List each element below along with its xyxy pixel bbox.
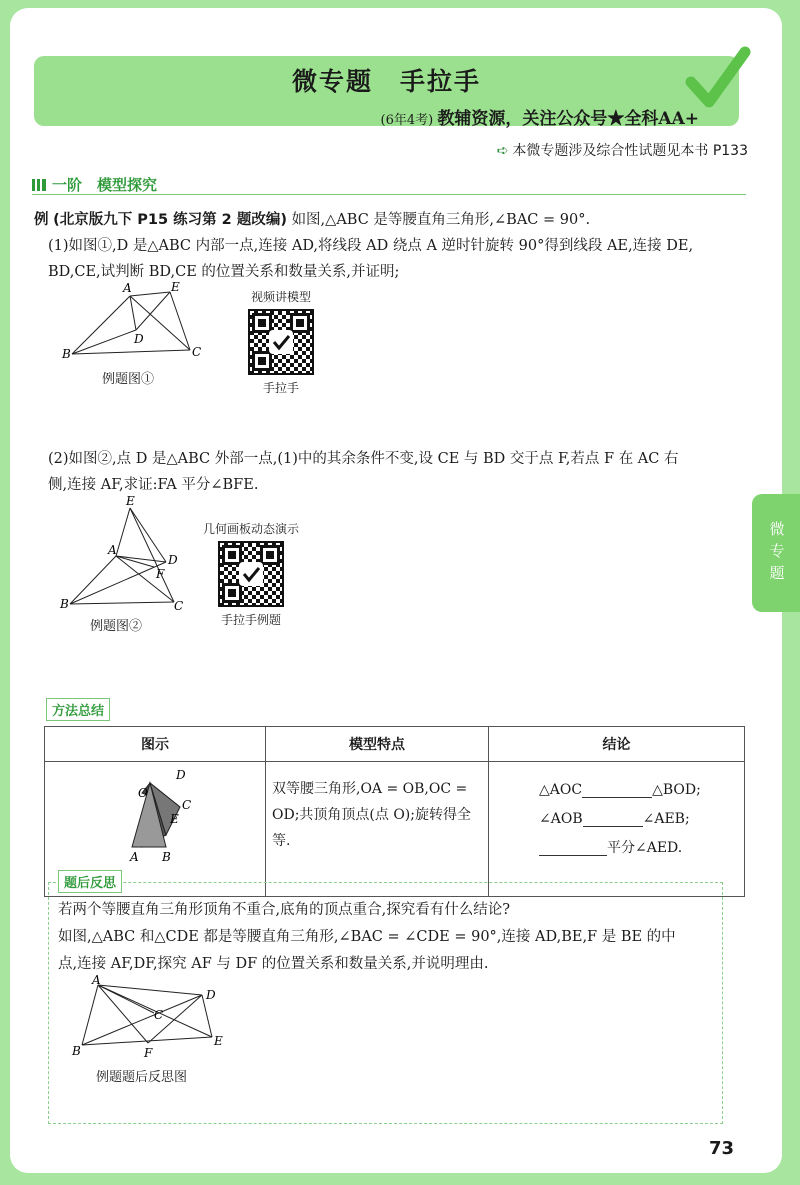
label-a: A (92, 975, 101, 987)
example-label: 例 (34, 212, 49, 228)
label-o: O (138, 786, 148, 800)
label-d: D (176, 768, 186, 782)
qr-2-title: 几何画板动态演示 (202, 522, 299, 536)
figure-1 (60, 278, 220, 368)
title-banner (34, 56, 739, 129)
label-d: D (134, 332, 144, 346)
label-a: A (108, 543, 117, 557)
label-e: E (171, 280, 180, 294)
reflect-text: 若两个等腰直角三角形顶角不重合,底角的顶点重合,探究看有什么结论? 如图,△ABC 和△CDE 都是等腰直角三角形,∠BAC = ∠CDE = 90°,连接 AD,BE,F 是 BE 的中 点,连接 AF,DF,探究 AF 与 DF 的位置关系和数量关系,并说明理由. (58, 902, 676, 972)
conclusion-cell: △AOC △BOD; ∠AOB ∠AEB; 平分∠AED. (489, 762, 745, 897)
label-c: C (154, 1008, 164, 1022)
title-subline (381, 104, 699, 129)
part2-text: (2)如图②,点 D 是△ABC 外部一点,(1)中的其余条件不变,设 CE 与 BD 交于点 F,若点 F 在 AC 右 侧,连接 AF,求证:FA 平分∠BFE. (48, 451, 679, 493)
label-e: E (170, 812, 179, 826)
page-title: 微专题 手拉手 (291, 67, 481, 96)
label-e: E (214, 1034, 223, 1048)
figure-2-caption: 例题图② (90, 619, 143, 634)
label-b: B (62, 347, 71, 361)
reference-line: ➪ 本微专题涉及综合性试题见本书 P133 (496, 143, 748, 159)
label-c: C (192, 345, 202, 359)
qr-block-2 (196, 520, 306, 628)
qr-1-caption: 手拉手 (262, 381, 299, 395)
arrow-right-icon: ➪ (496, 143, 509, 159)
method-summary-table (44, 726, 745, 897)
bar-chart-icon (32, 179, 46, 191)
page-number: 73 (708, 1138, 734, 1159)
label-d: D (168, 553, 178, 567)
label-a: A (123, 281, 132, 295)
table-header: 结论 (489, 727, 745, 762)
label-b: B (72, 1044, 81, 1058)
qr-code-icon[interactable] (218, 541, 284, 607)
label-a: A (130, 850, 139, 864)
example-source: (北京版九下 P15 练习第 2 题改编) (53, 212, 287, 228)
qr-block-1 (242, 288, 320, 396)
qr-1-title: 视频讲模型 (250, 290, 311, 304)
table-header: 图示 (45, 727, 266, 762)
blank-input[interactable] (583, 812, 643, 827)
figure-2 (56, 494, 196, 614)
method-summary-tag: 方法总结 (46, 698, 110, 721)
reflect-figure-caption: 例题题后反思图 (96, 1070, 188, 1085)
check-icon (269, 330, 293, 354)
label-b: B (60, 597, 69, 611)
model-feature-cell: 双等腰三角形,OA = OB,OC = OD;共顶角顶点(点 O);旋转得全等. (266, 762, 489, 897)
reflect-figure (70, 975, 230, 1065)
model-figure (46, 763, 264, 869)
label-d: D (206, 988, 216, 1002)
exam-count: (6年4考) (380, 113, 434, 128)
example-stem (34, 207, 754, 233)
blank-input[interactable] (539, 841, 607, 856)
label-e: E (126, 494, 135, 508)
qr-code-icon[interactable] (248, 309, 314, 375)
figure-1-caption: 例题图① (102, 372, 155, 387)
section-heading: 一阶 模型探究 (32, 174, 746, 195)
check-icon (239, 562, 263, 586)
blank-input[interactable] (582, 783, 652, 798)
promo-text: 教辅资源，关注公众号★全科AA+ (437, 109, 699, 129)
label-c: C (182, 798, 192, 812)
reflect-tag: 题后反思 (58, 870, 122, 893)
label-f: F (156, 567, 165, 581)
side-tab[interactable]: 微 专 题 (752, 494, 800, 612)
qr-2-caption: 手拉手例题 (220, 613, 281, 627)
label-c: C (174, 599, 184, 613)
part1-text: (1)如图①,D 是△ABC 内部一点,连接 AD,将线段 AD 绕点 A 逆时针旋转 90°得到线段 AE,连接 DE, BD,CE,试判断 BD,CE 的位置关系和数量关系,并证明; (48, 238, 694, 280)
label-f: F (144, 1046, 153, 1060)
label-b: B (162, 850, 171, 864)
example-text: 如图,△ABC 是等腰直角三角形,∠BAC = 90°. (291, 212, 591, 228)
table-header: 模型特点 (266, 727, 489, 762)
checkmark-icon (681, 44, 751, 114)
